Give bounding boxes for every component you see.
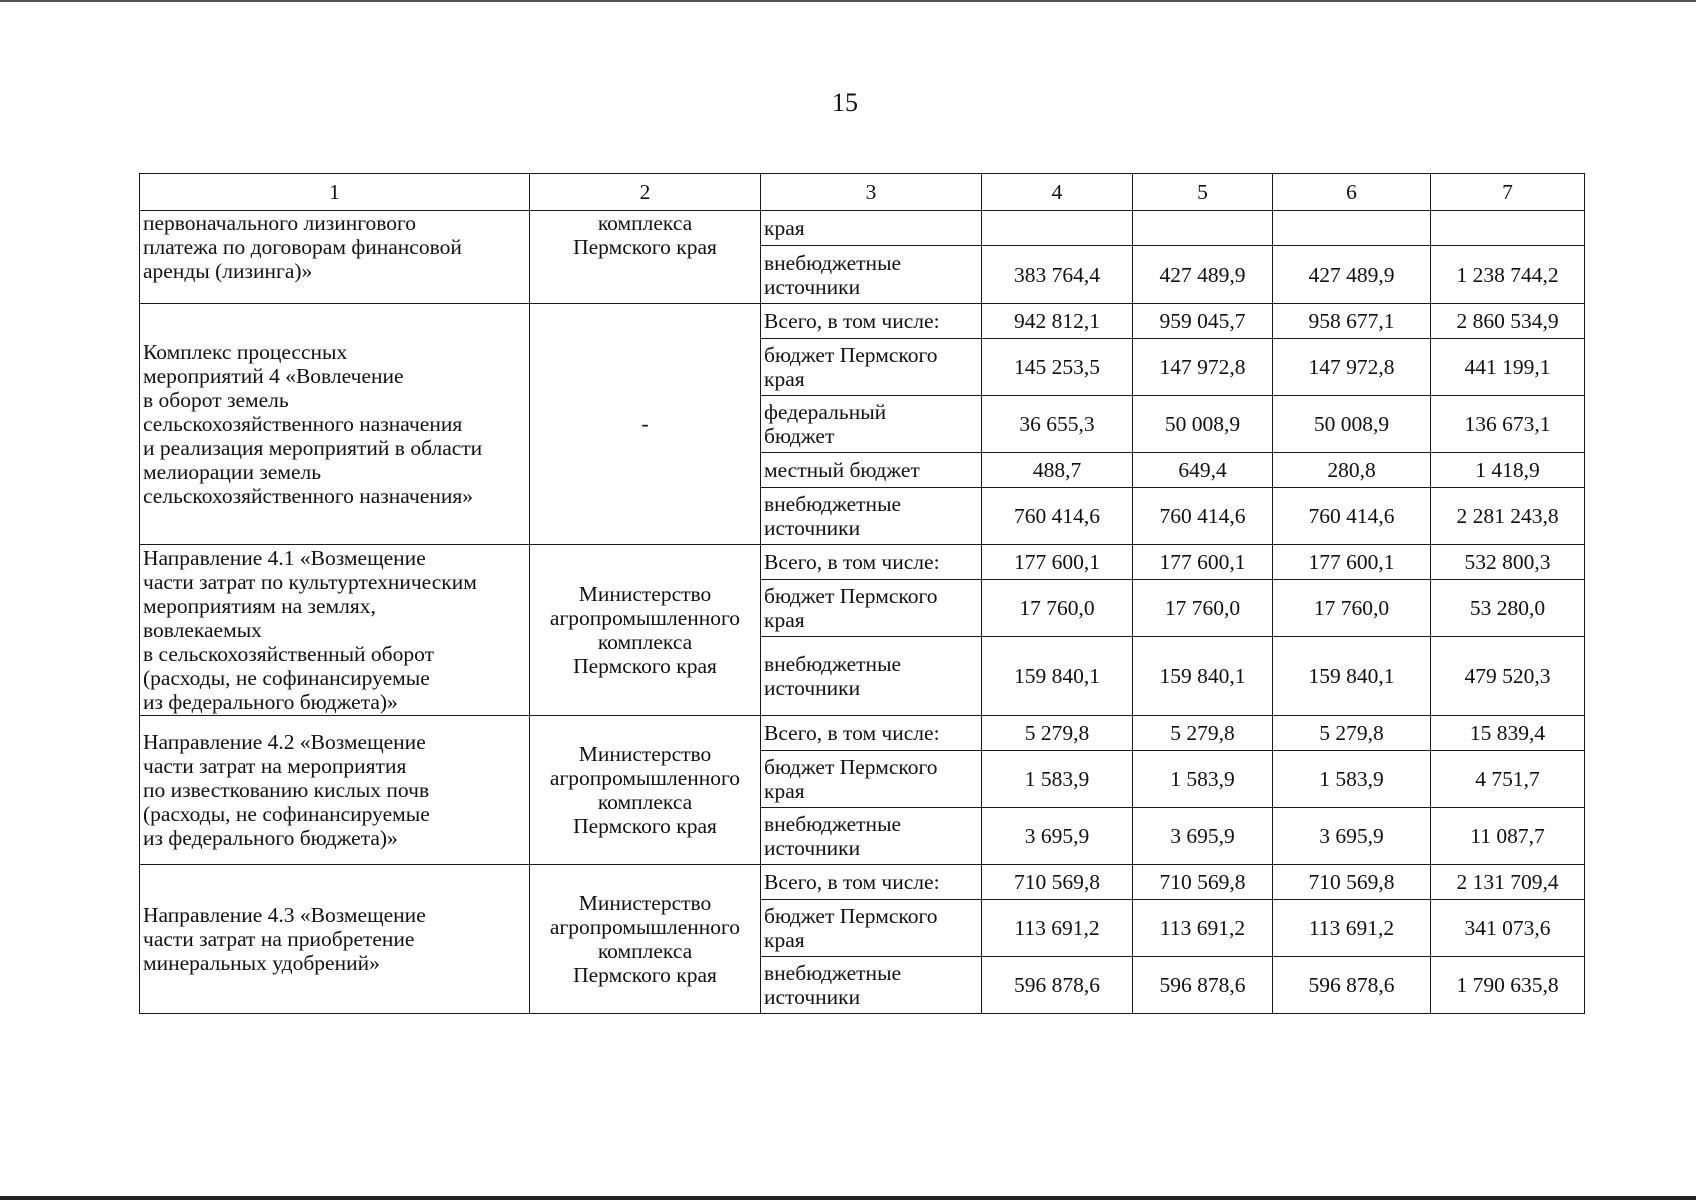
executor-line: Министерство — [578, 582, 712, 606]
funding-source-cell — [761, 716, 982, 751]
header-col-5: 5 — [1133, 174, 1273, 211]
value-cell-col-5: 1 583,9 — [1133, 751, 1273, 808]
value-cell-col-5: 760 414,6 — [1133, 488, 1273, 545]
value-cell-col-5: 159 840,1 — [1133, 637, 1273, 716]
value-cell-col-5: 710 569,8 — [1133, 865, 1273, 900]
value-cell-col-4: 1 583,9 — [982, 751, 1133, 808]
value-cell-col-6: 5 279,8 — [1273, 716, 1431, 751]
table-row — [140, 865, 1585, 900]
value-cell-col-6: 50 008,9 — [1273, 396, 1431, 453]
table-row — [140, 304, 1585, 339]
executor-cell — [530, 865, 761, 1014]
funding-source-line: Всего, в том числе: — [764, 309, 940, 333]
value-cell-col-6: 159 840,1 — [1273, 637, 1431, 716]
header-col-1: 1 — [140, 174, 530, 211]
executor-line: - — [641, 411, 649, 436]
funding-source-cell — [761, 808, 982, 865]
value-cell-col-5: 147 972,8 — [1133, 339, 1273, 396]
value-cell-col-4 — [982, 211, 1133, 246]
executor-line: комплекса — [597, 211, 693, 235]
measure-name-cell — [140, 545, 530, 716]
value-cell-col-4: 383 764,4 — [982, 246, 1133, 304]
value-cell-col-4: 596 878,6 — [982, 957, 1133, 1014]
funding-source-line: источники — [764, 274, 861, 299]
value-cell-col-7: 1 238 744,2 — [1431, 246, 1585, 304]
value-cell-col-7: 532 800,3 — [1431, 545, 1585, 580]
value-cell-col-4: 942 812,1 — [982, 304, 1133, 339]
funding-source-line: бюджет Пермского — [764, 755, 938, 779]
funding-source-line: источники — [764, 836, 861, 860]
funding-source-line: внебюджетные — [764, 250, 902, 275]
executor-line: Пермского края — [573, 235, 717, 259]
value-cell-col-5: 177 600,1 — [1133, 545, 1273, 580]
value-cell-col-4: 159 840,1 — [982, 637, 1133, 716]
value-cell-col-6: 1 583,9 — [1273, 751, 1431, 808]
table-row — [140, 211, 1585, 246]
value-cell-col-4: 760 414,6 — [982, 488, 1133, 545]
funding-source-cell — [761, 957, 982, 1014]
value-cell-col-7: 4 751,7 — [1431, 751, 1585, 808]
value-cell-col-7: 2 860 534,9 — [1431, 304, 1585, 339]
value-cell-col-6: 427 489,9 — [1273, 246, 1431, 304]
measure-name-line: части затрат по культуртехническим — [143, 570, 477, 594]
executor-line: агропромышленного — [549, 766, 741, 790]
value-cell-col-7: 1 418,9 — [1431, 453, 1585, 488]
executor-cell — [530, 716, 761, 865]
measure-name-line: мероприятиям на землях, — [143, 594, 376, 618]
measure-name-line: в оборот земель — [143, 388, 289, 412]
executor-line: Пермского края — [573, 654, 717, 678]
value-cell-col-5: 3 695,9 — [1133, 808, 1273, 865]
table-row — [140, 545, 1585, 580]
funding-source-line: края — [764, 928, 805, 952]
value-cell-col-6: 958 677,1 — [1273, 304, 1431, 339]
funding-source-cell — [761, 545, 982, 580]
value-cell-col-6: 177 600,1 — [1273, 545, 1431, 580]
value-cell-col-7: 1 790 635,8 — [1431, 957, 1585, 1014]
measure-name-line: мелиорации земель — [143, 460, 322, 484]
measure-name-line: по известкованию кислых почв — [143, 778, 430, 802]
measure-name-cell — [140, 304, 530, 545]
table-row — [140, 716, 1585, 751]
funding-source-cell — [761, 488, 982, 545]
funding-source-line: Всего, в том числе: — [764, 870, 940, 894]
funding-source-line: Всего, в том числе: — [764, 721, 940, 745]
value-cell-col-4: 5 279,8 — [982, 716, 1133, 751]
measure-name-line: Направление 4.2 «Возмещение — [143, 730, 426, 754]
header-col-7: 7 — [1431, 174, 1585, 211]
value-cell-col-4: 488,7 — [982, 453, 1133, 488]
value-cell-col-4: 710 569,8 — [982, 865, 1133, 900]
measure-name-line: Направление 4.1 «Возмещение — [143, 546, 426, 570]
funding-source-cell — [761, 339, 982, 396]
header-col-4: 4 — [982, 174, 1133, 211]
value-cell-col-5: 50 008,9 — [1133, 396, 1273, 453]
measure-name-cell — [140, 865, 530, 1014]
value-cell-col-5: 959 045,7 — [1133, 304, 1273, 339]
measure-name-line: сельскохозяйственного назначения — [143, 412, 463, 436]
value-cell-col-5 — [1133, 211, 1273, 246]
executor-line: комплекса — [597, 630, 693, 654]
value-cell-col-4: 3 695,9 — [982, 808, 1133, 865]
funding-source-line: источники — [764, 985, 861, 1009]
funding-source-cell — [761, 900, 982, 957]
funding-source-line: края — [764, 367, 805, 391]
measure-name-line: части затрат на мероприятия — [143, 754, 407, 778]
executor-line: Пермского края — [573, 814, 717, 838]
funding-source-line: края — [764, 779, 805, 803]
funding-source-line: бюджет Пермского — [764, 584, 938, 608]
measure-name-line: Комплекс процессных — [143, 340, 348, 364]
measure-name-cell — [140, 211, 530, 304]
measure-name-line: (расходы, не софинансируемые — [143, 666, 430, 690]
value-cell-col-7: 441 199,1 — [1431, 339, 1585, 396]
header-row — [140, 174, 1585, 211]
value-cell-col-5: 427 489,9 — [1133, 246, 1273, 304]
funding-source-cell — [761, 453, 982, 488]
funding-source-line: внебюджетные — [764, 961, 902, 985]
value-cell-col-4: 17 760,0 — [982, 580, 1133, 637]
value-cell-col-7: 53 280,0 — [1431, 580, 1585, 637]
table-body — [140, 174, 1585, 1014]
funding-source-cell — [761, 396, 982, 453]
value-cell-col-6: 280,8 — [1273, 453, 1431, 488]
measure-name-line: из федерального бюджета)» — [143, 826, 398, 850]
value-cell-col-7 — [1431, 211, 1585, 246]
measure-name-line: первоначального лизингового — [143, 211, 417, 235]
value-cell-col-7: 136 673,1 — [1431, 396, 1585, 453]
value-cell-col-4: 113 691,2 — [982, 900, 1133, 957]
measure-name-line: Направление 4.3 «Возмещение — [143, 903, 426, 927]
page-number: 15 — [832, 88, 858, 117]
measure-name-line: аренды (лизинга)» — [143, 259, 313, 283]
value-cell-col-6: 113 691,2 — [1273, 900, 1431, 957]
value-cell-col-5: 596 878,6 — [1133, 957, 1273, 1014]
value-cell-col-7: 341 073,6 — [1431, 900, 1585, 957]
executor-cell — [530, 211, 761, 304]
measure-name-cell — [140, 716, 530, 865]
value-cell-col-7: 2 131 709,4 — [1431, 865, 1585, 900]
funding-source-line: бюджет — [764, 424, 835, 448]
value-cell-col-4: 177 600,1 — [982, 545, 1133, 580]
value-cell-col-4: 145 253,5 — [982, 339, 1133, 396]
funding-source-line: источники — [764, 676, 861, 700]
value-cell-col-6: 596 878,6 — [1273, 957, 1431, 1014]
executor-cell — [530, 545, 761, 716]
funding-source-cell — [761, 751, 982, 808]
value-cell-col-5: 5 279,8 — [1133, 716, 1273, 751]
header-col-6: 6 — [1273, 174, 1431, 211]
scan-edge-bottom — [0, 1196, 1696, 1200]
value-cell-col-6: 3 695,9 — [1273, 808, 1431, 865]
executor-line: агропромышленного — [549, 606, 741, 630]
value-cell-col-7: 15 839,4 — [1431, 716, 1585, 751]
executor-line: комплекса — [597, 939, 693, 963]
value-cell-col-6: 710 569,8 — [1273, 865, 1431, 900]
funding-source-line: края — [764, 608, 805, 632]
funding-source-line: местный бюджет — [764, 458, 920, 482]
funding-source-line: федеральный — [764, 400, 887, 424]
funding-source-line: Всего, в том числе: — [764, 550, 940, 574]
measure-name-line: части затрат на приобретение — [143, 927, 415, 951]
value-cell-col-7: 2 281 243,8 — [1431, 488, 1585, 545]
value-cell-col-7: 479 520,3 — [1431, 637, 1585, 716]
value-cell-col-6 — [1273, 211, 1431, 246]
funding-source-cell — [761, 580, 982, 637]
value-cell-col-6: 17 760,0 — [1273, 580, 1431, 637]
funding-source-cell — [761, 865, 982, 900]
measure-name-line: (расходы, не софинансируемые — [143, 802, 430, 826]
measure-name-line: платежа по договорам финансовой — [143, 235, 462, 259]
executor-line: Министерство — [578, 742, 712, 766]
funding-source-cell — [761, 211, 982, 246]
measure-name-line: вовлекаемых — [143, 618, 262, 642]
funding-source-line: бюджет Пермского — [764, 904, 938, 928]
scan-edge-top — [0, 0, 1696, 2]
value-cell-col-5: 17 760,0 — [1133, 580, 1273, 637]
measure-name-line: мероприятий 4 «Вовлечение — [143, 364, 404, 388]
executor-line: Пермского края — [573, 963, 717, 987]
funding-source-line: края — [764, 216, 805, 240]
funding-source-cell — [761, 304, 982, 339]
measure-name-line: из федерального бюджета)» — [143, 690, 398, 714]
funding-source-line: источники — [764, 516, 861, 540]
value-cell-col-7: 11 087,7 — [1431, 808, 1585, 865]
executor-cell — [530, 304, 761, 545]
measure-name-line: и реализация мероприятий в области — [143, 436, 483, 460]
funding-source-line: внебюджетные — [764, 652, 902, 676]
value-cell-col-5: 649,4 — [1133, 453, 1273, 488]
funding-source-line: внебюджетные — [764, 812, 902, 836]
value-cell-col-6: 760 414,6 — [1273, 488, 1431, 545]
value-cell-col-6: 147 972,8 — [1273, 339, 1431, 396]
header-col-3: 3 — [761, 174, 982, 211]
value-cell-col-5: 113 691,2 — [1133, 900, 1273, 957]
header-col-2: 2 — [530, 174, 761, 211]
executor-line: Министерство — [578, 891, 712, 915]
value-cell-col-4: 36 655,3 — [982, 396, 1133, 453]
executor-line: агропромышленного — [549, 915, 741, 939]
funding-source-line: внебюджетные — [764, 492, 902, 516]
measure-name-line: в сельскохозяйственный оборот — [143, 642, 434, 666]
executor-line: комплекса — [597, 790, 693, 814]
measure-name-line: сельскохозяйственного назначения» — [143, 484, 473, 508]
measure-name-line: минеральных удобрений» — [143, 951, 380, 975]
funding-source-cell — [761, 637, 982, 716]
funding-source-cell — [761, 246, 982, 304]
budget-table — [139, 173, 1585, 1014]
funding-source-line: бюджет Пермского — [764, 343, 938, 367]
